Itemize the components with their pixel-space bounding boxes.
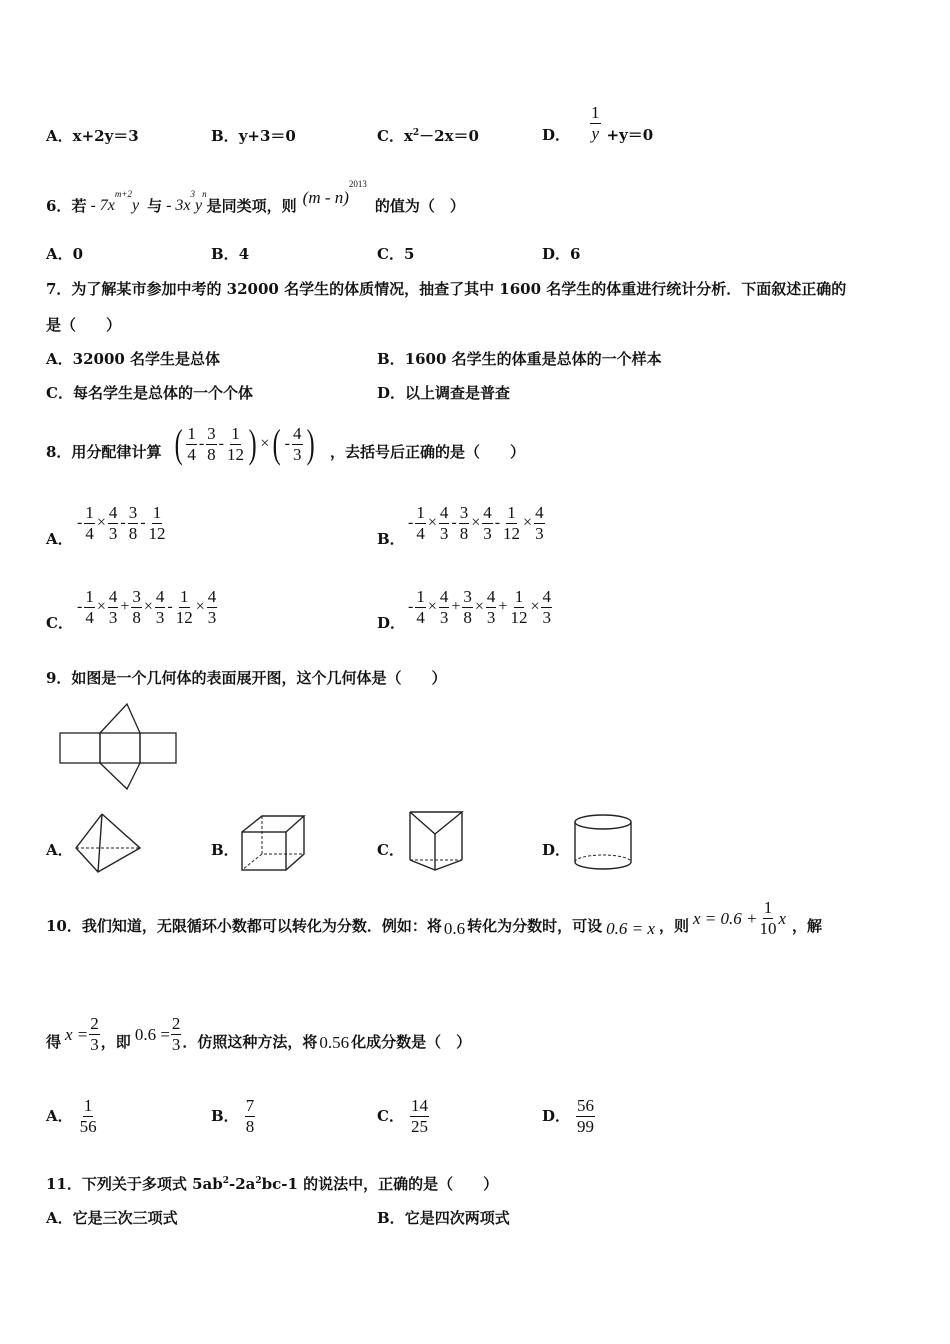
q9-option-a-label: A．: [46, 841, 73, 859]
q8-option-a-expr: - $\frac{1}{4}$ × $\frac{4}{3}$ - $\frac{3}{8}$ - $\frac{1}{12}$: [77, 503, 166, 543]
q8-prefix: 8．用分配律计算: [46, 443, 162, 461]
q8-option-a-label: A．: [46, 530, 73, 548]
q6-stem: 6． 若 - 7x $^{m+2}$ y 与 - 3x $^3$ y $^n$ 是同类项，则 (m - n) $^{2013}$ 的值为（ ）: [46, 179, 465, 215]
q10-stem-line2: 得 x = $\frac{2}{3}$ ，即 0.6 = $\frac{2}{3}$ ．仿照这种方法，将 0.56 化成分数是（ ）: [46, 1013, 472, 1054]
q6-option-b: B．4: [211, 245, 250, 263]
q8-option-c-expr: - $\frac{1}{4}$ × $\frac{4}{3}$ + $\frac{3}{8}$ × $\frac{4}{3}$ - $\frac{1}{12}$ × $\frac{4}{3}$: [77, 587, 217, 627]
q9-net-figure: [55, 700, 185, 795]
q8-option-c-label: C．: [46, 614, 73, 632]
q9-option-c-prism: [405, 808, 467, 874]
q7-stem-line1: 7．为了解某市参加中考的 32000 名学生的体质情况，抽查了其中 1600 名学生的体重进行统计分析．下面叙述正确的: [46, 280, 847, 298]
q5-option-d: D． $\frac{1}{y}$ +y＝0: [542, 103, 654, 144]
q10-option-b: B． $\frac{7}{8}$: [211, 1095, 255, 1136]
q8-suffix: ，去括号后正确的是（ ）: [330, 443, 526, 461]
q8-option-d-label: D．: [377, 614, 406, 632]
q8-option-b-expr: - $\frac{1}{4}$ × $\frac{4}{3}$ - $\frac{3}{8}$ × $\frac{4}{3}$ - $\frac{1}{12}$ × $\frac{4}{3}$: [408, 503, 544, 543]
q9-option-b-cube: [238, 812, 310, 874]
q9-stem: 9．如图是一个几何体的表面展开图，这个几何体是（ ）: [46, 669, 447, 687]
q7-option-d: D．以上调查是普查: [377, 384, 511, 402]
q8-option-b-label: B．: [377, 530, 405, 548]
q10-repeating-decimal-1: 0.6: [443, 918, 466, 938]
q7-option-a: A．32000 名学生是总体: [46, 350, 221, 368]
q9-option-c-label: C．: [377, 841, 404, 859]
q8-option-d-expr: - $\frac{1}{4}$ × $\frac{4}{3}$ + $\frac{3}{8}$ × $\frac{4}{3}$ + $\frac{1}{12}$ × $\frac{4}{3}$: [408, 587, 551, 627]
q5-option-c: C．$x^2-2x=0$: [377, 127, 479, 145]
q10-stem-line1: 10．我们知道，无限循环小数都可以转化为分数．例如：将 0.6 转化为分数时，可设 0.6 = x ，则 x = 0.6 + $\frac{1}{10}$ x ，解: [46, 897, 823, 938]
q10-option-d: D． $\frac{56}{99}$: [542, 1095, 595, 1136]
q9-option-a-pyramid: [72, 810, 144, 876]
q8-expression: ( $\frac{1}{4}$ - $\frac{3}{8}$ - $\frac{1}{12}$ ) × ( - $\frac{4}{3}$ ): [174, 421, 315, 466]
q6-option-d: D．6: [542, 245, 581, 263]
q9-option-d-cylinder: [570, 810, 636, 876]
q11-option-b: B．它是四次两项式: [377, 1209, 510, 1227]
q9-option-b-label: B．: [211, 841, 239, 859]
q10-option-c: C． $\frac{14}{25}$: [377, 1095, 428, 1136]
q6-option-a: A．0: [46, 245, 84, 263]
q11-stem: 11．下列关于多项式 $5ab^2-2a^2bc-1$ 的说法中，正确的是（ ）: [46, 1175, 499, 1193]
q6-option-c: C．5: [377, 245, 415, 263]
q5-option-b: B．y+3＝0: [211, 127, 296, 145]
q7-option-c: C．每名学生是总体的一个个体: [46, 384, 253, 402]
q7-stem-line2: 是（ ）: [46, 316, 122, 334]
q10-option-a: A． $\frac{1}{56}$: [46, 1095, 97, 1136]
q7-option-b: B．1600 名学生的体重是总体的一个样本: [377, 350, 662, 368]
q10-repeating-decimal-2: 0.56: [319, 1032, 350, 1052]
q11-option-a: A．它是三次三项式: [46, 1209, 178, 1227]
q5-option-a: A．x+2y＝3: [46, 127, 139, 145]
q9-option-d-label: D．: [542, 841, 571, 859]
